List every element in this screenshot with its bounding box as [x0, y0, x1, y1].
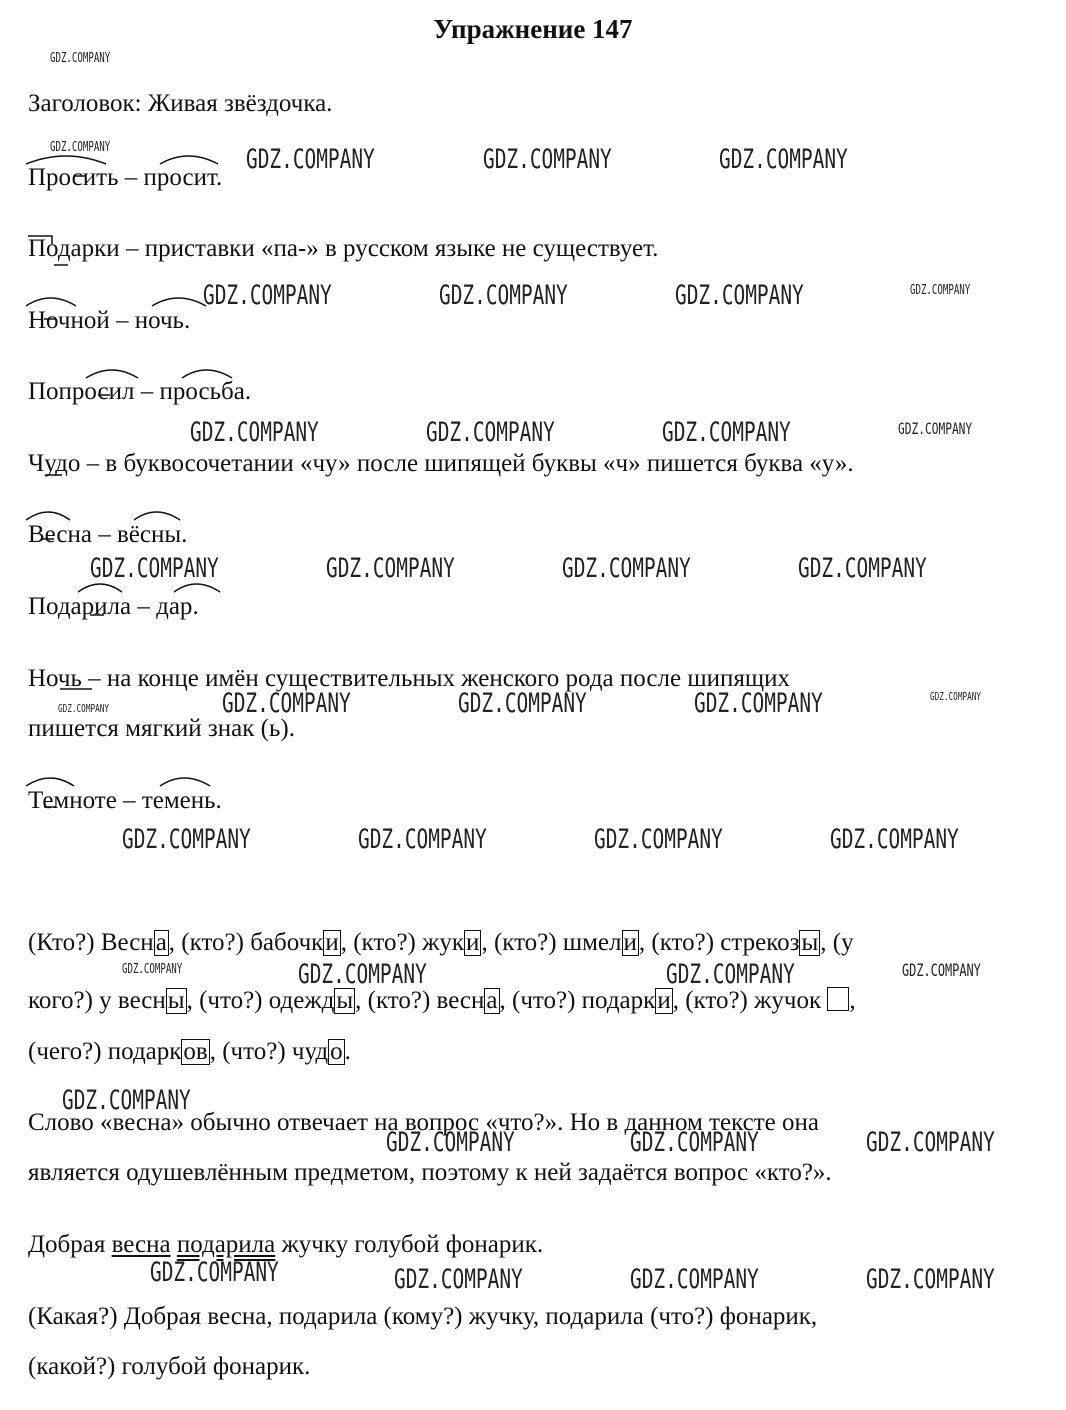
- sentence-line: Добрая весна подарила жучку голубой фонарик.: [28, 1231, 544, 1258]
- watermark: GDZ.COMPANY: [902, 961, 981, 981]
- watermark: GDZ.COMPANY: [246, 144, 375, 175]
- text-line: (Какая?) Добрая весна, подарила (кому?) жучку, подарила (что?) фонарик,: [28, 1303, 818, 1330]
- watermark: GDZ.COMPANY: [326, 553, 455, 584]
- predicate: подарила: [176, 1231, 276, 1258]
- ending-box: о: [330, 1038, 343, 1065]
- ending-box: ов: [183, 1038, 208, 1065]
- word: просьба: [159, 378, 245, 405]
- word: вёсны: [116, 521, 182, 548]
- ending-box: и: [657, 987, 671, 1014]
- ending-box: а: [155, 929, 167, 956]
- text-line: Слово «весна» обычно отвечает на вопрос «что?». Но в данном тексте она: [28, 1109, 820, 1136]
- watermark: GDZ.COMPANY: [630, 1127, 759, 1158]
- word: ночь: [134, 307, 184, 334]
- ending-box: ы: [167, 987, 185, 1014]
- watermark: GDZ.COMPANY: [190, 417, 319, 448]
- text-line: Ночь – на конце имён существительных женского рода после шипящих: [28, 665, 790, 692]
- watermark: GDZ.COMPANY: [150, 1257, 279, 1288]
- word: темень: [141, 787, 216, 814]
- watermark: GDZ.COMPANY: [483, 144, 612, 175]
- text-line: Весна – вёсны.: [28, 521, 188, 548]
- watermark: GDZ.COMPANY: [694, 688, 823, 719]
- watermark: GDZ.COMPANY: [58, 702, 110, 715]
- word: Подарки: [28, 235, 120, 262]
- text-line: Попросил – просьба.: [28, 378, 252, 405]
- word: Попросил: [28, 378, 135, 405]
- watermark: GDZ.COMPANY: [426, 417, 555, 448]
- watermark: GDZ.COMPANY: [866, 1264, 995, 1295]
- text-line: Чудо – в буквосочетании «чу» после шипящей буквы «ч» пишется буква «у».: [28, 450, 854, 477]
- watermark: GDZ.COMPANY: [458, 688, 587, 719]
- questions-line: (Кто?) Весна, (кто?) бабочки, (кто?) жуки, (кто?) шмели, (кто?) стрекозы, (у: [28, 929, 854, 956]
- text-line: является одушевлённым предметом, поэтому к ней задаётся вопрос «кто?».: [28, 1159, 832, 1186]
- subject: весна: [111, 1231, 171, 1258]
- empty-ending-box: [827, 987, 849, 1011]
- word: Ночь: [28, 665, 82, 692]
- word: Весна: [28, 521, 92, 548]
- watermark: GDZ.COMPANY: [562, 553, 691, 584]
- ending-box: а: [486, 987, 498, 1014]
- watermark: GDZ.COMPANY: [358, 824, 487, 855]
- word: дар: [156, 593, 193, 620]
- word: Ночной: [28, 307, 110, 334]
- watermark: GDZ.COMPANY: [866, 1127, 995, 1158]
- text-line: Ночной – ночь.: [28, 307, 191, 334]
- watermark: GDZ.COMPANY: [394, 1264, 523, 1295]
- watermark: GDZ.COMPANY: [910, 283, 971, 298]
- watermark: GDZ.COMPANY: [50, 51, 111, 66]
- watermark: GDZ.COMPANY: [594, 824, 723, 855]
- watermark: GDZ.COMPANY: [203, 280, 332, 311]
- questions-line: кого?) у весны, (что?) одежды, (кто?) весна, (что?) подарки, (кто?) жучок ,: [28, 987, 856, 1014]
- watermark: GDZ.COMPANY: [90, 553, 219, 584]
- watermark: GDZ.COMPANY: [830, 824, 959, 855]
- text-line: Подарила – дар.: [28, 593, 199, 620]
- ending-box: и: [623, 929, 637, 956]
- watermark: GDZ.COMPANY: [298, 959, 427, 990]
- text-line: (какой?) голубой фонарик.: [28, 1353, 311, 1380]
- text-line: пишется мягкий знак (ь).: [28, 715, 295, 742]
- watermark: GDZ.COMPANY: [439, 280, 568, 311]
- watermark: GDZ.COMPANY: [930, 690, 982, 703]
- questions-line: (чего?) подарков, (что?) чудо.: [28, 1038, 351, 1065]
- ending-box: ы: [801, 929, 819, 956]
- word: Темноте: [28, 787, 117, 814]
- ending-box: и: [466, 929, 480, 956]
- watermark: GDZ.COMPANY: [662, 417, 791, 448]
- watermark: GDZ.COMPANY: [798, 553, 927, 584]
- word: просит: [143, 164, 217, 191]
- watermark: GDZ.COMPANY: [122, 962, 183, 977]
- word: Просить: [28, 164, 119, 191]
- word: Подарила: [28, 593, 132, 620]
- text-line: Подарки – приставки «па-» в русском языке не существует.: [28, 235, 659, 262]
- text-line: Темноте – темень.: [28, 787, 222, 814]
- watermark: GDZ.COMPANY: [62, 1085, 191, 1116]
- ending-box: и: [325, 929, 339, 956]
- watermark: GDZ.COMPANY: [675, 280, 804, 311]
- heading-line: Заголовок: Живая звёздочка.: [28, 90, 333, 117]
- ending-box: ы: [336, 987, 354, 1014]
- watermark: GDZ.COMPANY: [222, 688, 351, 719]
- watermark: GDZ.COMPANY: [666, 959, 795, 990]
- text-line: Просить – просит.: [28, 164, 223, 191]
- watermark: GDZ.COMPANY: [630, 1264, 759, 1295]
- watermark: GDZ.COMPANY: [719, 144, 848, 175]
- page-title: Упражнение 147: [433, 14, 633, 44]
- watermark: GDZ.COMPANY: [50, 140, 111, 155]
- watermark: GDZ.COMPANY: [386, 1127, 515, 1158]
- watermark: GDZ.COMPANY: [898, 419, 973, 438]
- watermark: GDZ.COMPANY: [122, 824, 251, 855]
